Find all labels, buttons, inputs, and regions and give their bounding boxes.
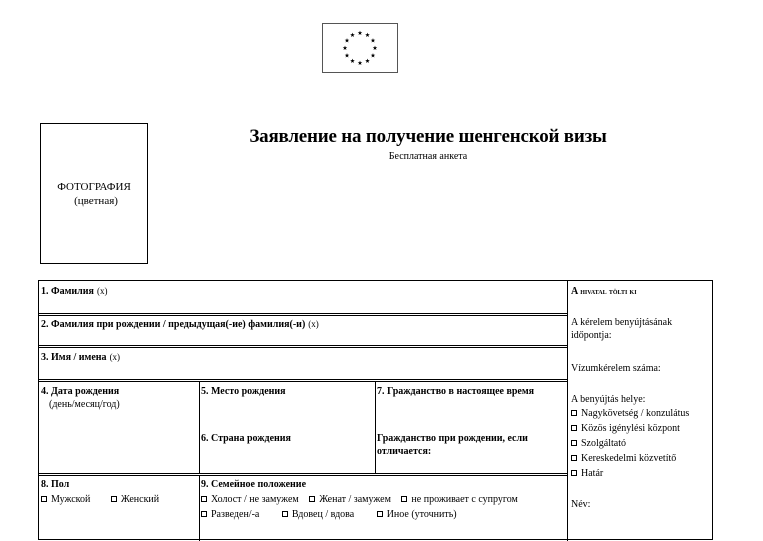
eu-flag-icon: [323, 24, 397, 72]
marital-option-separated[interactable]: [401, 493, 517, 506]
page-title: Заявление на получение шенгенской визы: [249, 126, 607, 147]
office-place-label: A benyújtás helye:: [571, 394, 646, 405]
eu-star-icon: [350, 59, 355, 63]
office-name-label: Név:: [571, 499, 591, 510]
eu-star-icon: [373, 46, 378, 50]
checkbox-icon[interactable]: [201, 511, 207, 517]
office-place-option-provider[interactable]: [571, 437, 626, 450]
marital-option-widowed-label: Вдовец / вдова: [291, 509, 355, 520]
field-surname-label: 1. Фамилия: [41, 286, 94, 297]
field-current-nationality[interactable]: 7. Гражданство в настоящее время: [377, 386, 535, 397]
eu-star-icon: [365, 59, 370, 63]
marital-option-separated-label: не проживает с супругом: [411, 494, 518, 505]
photo-label: ФОТОГРАФИЯ: [57, 180, 131, 193]
divider: [375, 381, 376, 474]
office-heading-text: hivatal tölti ki: [580, 286, 637, 296]
checkbox-icon[interactable]: [309, 496, 315, 502]
office-place-option-center-label: Közös igénylési központ: [581, 423, 680, 434]
sex-option-female-label: Женский: [120, 494, 160, 505]
photo-sublabel: (цветная): [74, 194, 118, 207]
divider: [199, 475, 200, 541]
eu-star-icon: [358, 31, 363, 35]
office-place-option-embassy[interactable]: [571, 407, 689, 420]
eu-star-icon: [371, 53, 376, 57]
checkbox-icon[interactable]: [282, 511, 288, 517]
marital-option-widowed[interactable]: [282, 508, 354, 521]
photo-placeholder: [40, 123, 148, 264]
field-birth-surname-note: (x): [308, 319, 319, 329]
eu-star-icon: [358, 61, 363, 65]
field-birth-date-label: 4. Дата рождения: [41, 386, 120, 397]
checkbox-icon[interactable]: [571, 455, 577, 461]
checkbox-icon[interactable]: [571, 425, 577, 431]
field-sex: [41, 478, 197, 506]
checkbox-icon[interactable]: [41, 496, 47, 502]
office-heading: [571, 285, 637, 298]
office-place-option-center[interactable]: [571, 422, 680, 435]
office-number-label: Vízumkérelem száma:: [571, 363, 661, 374]
field-marital-status: [201, 478, 565, 521]
office-date-label: A kérelem benyújtásának időpontja:: [571, 317, 673, 341]
office-column-divider: [567, 281, 568, 541]
marital-option-married[interactable]: [309, 493, 391, 506]
field-birth-date-format: (день/месяц/год): [49, 399, 120, 410]
office-place-option-border[interactable]: [571, 467, 603, 480]
marital-option-married-label: Женат / замужем: [319, 494, 391, 505]
office-place-option-provider-label: Szolgáltató: [581, 438, 626, 449]
checkbox-icon[interactable]: [571, 410, 577, 416]
sex-option-male[interactable]: [41, 493, 90, 506]
office-place-option-border-label: Határ: [581, 468, 604, 479]
office-place-option-embassy-label: Nagykövetség / konzulátus: [581, 408, 690, 419]
sex-option-male-label: Мужской: [51, 494, 91, 505]
office-place-option-intermediary[interactable]: [571, 452, 676, 465]
eu-star-icon: [345, 53, 350, 57]
checkbox-icon[interactable]: [201, 496, 207, 502]
field-first-names-label: 3. Имя / имена: [41, 352, 107, 363]
eu-star-icon: [350, 33, 355, 37]
sex-option-female[interactable]: [111, 493, 159, 506]
divider: [199, 381, 200, 474]
marital-option-single-label: Холост / не замужем: [211, 494, 299, 505]
field-birth-surname-label: 2. Фамилия при рождении / предыдущая(-ие) фамилия(-и): [41, 319, 306, 330]
office-place-option-intermediary-label: Kereskedelmi közvetítő: [581, 453, 677, 464]
field-surname[interactable]: [41, 285, 561, 298]
field-surname-note: (x): [96, 286, 108, 296]
checkbox-icon[interactable]: [401, 496, 407, 502]
field-first-names[interactable]: [41, 351, 561, 364]
eu-star-icon: [345, 38, 350, 42]
checkbox-icon[interactable]: [377, 511, 383, 517]
eu-star-icon: [371, 38, 376, 42]
field-sex-label: 8. Пол: [41, 479, 70, 490]
field-birth-surname[interactable]: [41, 318, 561, 331]
field-birth-date[interactable]: [41, 385, 197, 411]
visa-application-form: [38, 280, 713, 540]
field-birth-place[interactable]: 5. Место рождения: [201, 386, 286, 397]
eu-star-icon: [365, 33, 370, 37]
divider: [39, 473, 567, 476]
field-birth-nationality[interactable]: Гражданство при рождении, если отличается:: [377, 433, 528, 457]
page-subtitle: Бесплатная анкета: [388, 151, 468, 162]
divider: [39, 379, 567, 382]
field-marital-status-label: 9. Семейное положение: [201, 479, 307, 490]
checkbox-icon[interactable]: [571, 440, 577, 446]
marital-option-other[interactable]: [377, 508, 457, 521]
field-birth-country[interactable]: 6. Страна рождения: [201, 433, 291, 444]
checkbox-icon[interactable]: [571, 470, 577, 476]
marital-option-divorced[interactable]: [201, 508, 259, 521]
field-first-names-note: (x): [109, 352, 121, 362]
checkbox-icon[interactable]: [111, 496, 117, 502]
eu-star-icon: [343, 46, 348, 50]
eu-flag-logo: [322, 23, 398, 73]
divider: [39, 345, 567, 348]
marital-option-divorced-label: Разведен/-а: [211, 509, 260, 520]
office-heading-initial: A: [571, 286, 579, 297]
divider: [39, 313, 567, 316]
marital-option-other-label: Иное (уточнить): [386, 509, 457, 520]
marital-option-single[interactable]: [201, 493, 299, 506]
